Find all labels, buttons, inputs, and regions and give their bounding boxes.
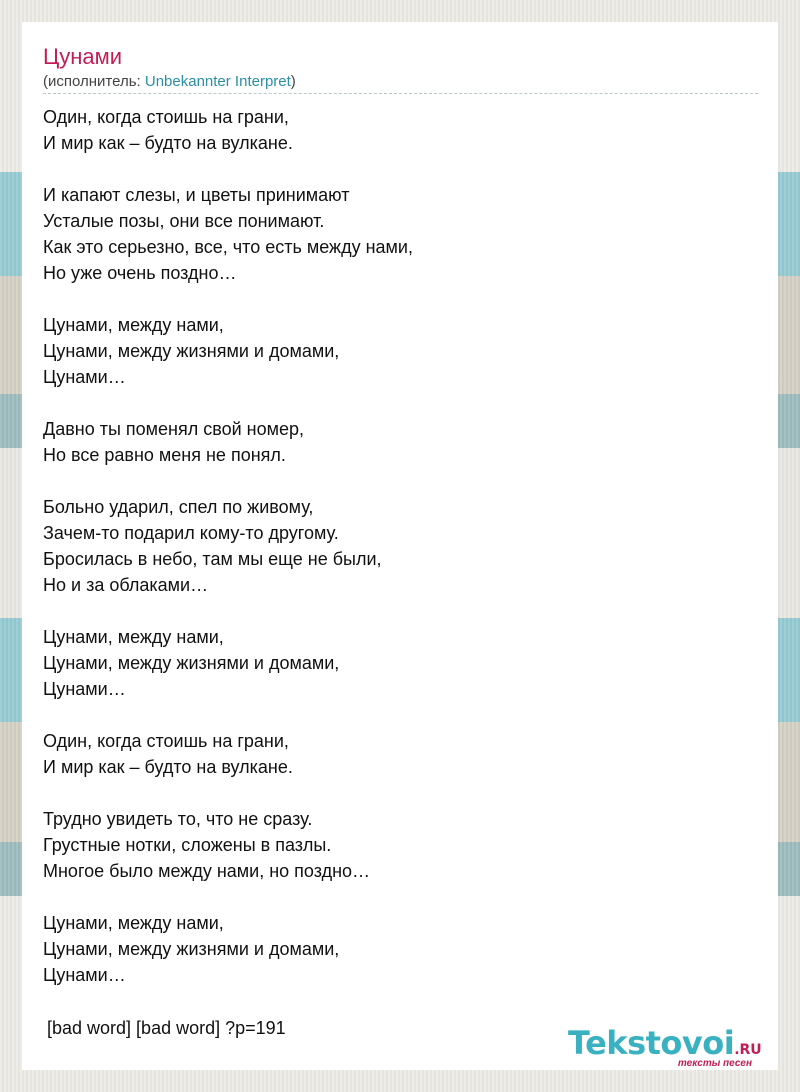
lyrics-body (43, 104, 758, 1014)
lyric-line: И мир как – будто на вулкане. (43, 757, 293, 777)
logo-name: Tekstovoi (568, 1024, 735, 1062)
artist-line (43, 73, 758, 94)
lyric-line: Цунами, между нами, (43, 627, 224, 647)
lyric-line: Многое было между нами, но поздно… (43, 861, 371, 881)
lyric-line: И капают слезы, и цветы принимают (43, 185, 350, 205)
lyric-line: Но и за облаками… (43, 575, 209, 595)
lyric-line: И мир как – будто на вулкане. (43, 133, 293, 153)
song-title: Цунами (43, 44, 123, 69)
lyric-line: Давно ты поменял свой номер, (43, 419, 305, 439)
stanza (43, 728, 758, 780)
logo-tagline: тексты песен (677, 1058, 752, 1069)
lyric-line: Цунами, между нами, (43, 913, 224, 933)
lyric-line: Цунами… (43, 679, 126, 699)
lyric-line: Один, когда стоишь на грани, (43, 731, 289, 751)
lyric-line: Цунами… (43, 367, 126, 387)
stanza (43, 494, 758, 598)
lyrics-card (22, 22, 778, 1070)
lyric-line: Один, когда стоишь на грани, (43, 107, 289, 127)
lyric-line: Больно ударил, спел по живому, (43, 497, 314, 517)
stanza (43, 312, 758, 390)
stanza (43, 104, 758, 156)
stanza (43, 182, 758, 286)
lyric-line: Грустные нотки, сложены в пазлы. (43, 835, 332, 855)
lyric-line: Зачем-то подарил кому-то другому. (43, 523, 339, 543)
stanza (43, 806, 758, 884)
lyric-line: Цунами, между жизнями и домами, (43, 653, 340, 673)
lyric-line: Цунами, между жизнями и домами, (43, 939, 340, 959)
lyric-line: Усталые позы, они все понимают. (43, 211, 325, 231)
site-logo[interactable] (568, 1024, 778, 1070)
artist-suffix: ) (290, 73, 296, 90)
logo-tld: .RU (734, 1042, 762, 1058)
artist-link[interactable]: Unbekannter Interpret (144, 73, 291, 90)
stanza (43, 910, 758, 988)
stanza (43, 416, 758, 468)
lyric-line: Бросилась в небо, там мы еще не были, (43, 549, 382, 569)
lyric-line: Цунами, между жизнями и домами, (43, 341, 340, 361)
lyric-line: Но уже очень поздно… (43, 263, 237, 283)
stanza (43, 624, 758, 702)
footer-text: [bad word] [bad word] ?p=191 (47, 1018, 286, 1038)
lyric-line: Как это серьезно, все, что есть между нами, (43, 237, 413, 257)
lyric-line: Но все равно меня не понял. (43, 445, 286, 465)
lyric-line: Цунами… (43, 965, 126, 985)
lyric-line: Трудно увидеть то, что не сразу. (43, 809, 313, 829)
artist-prefix: (исполнитель: (43, 73, 145, 90)
lyric-line: Цунами, между нами, (43, 315, 224, 335)
